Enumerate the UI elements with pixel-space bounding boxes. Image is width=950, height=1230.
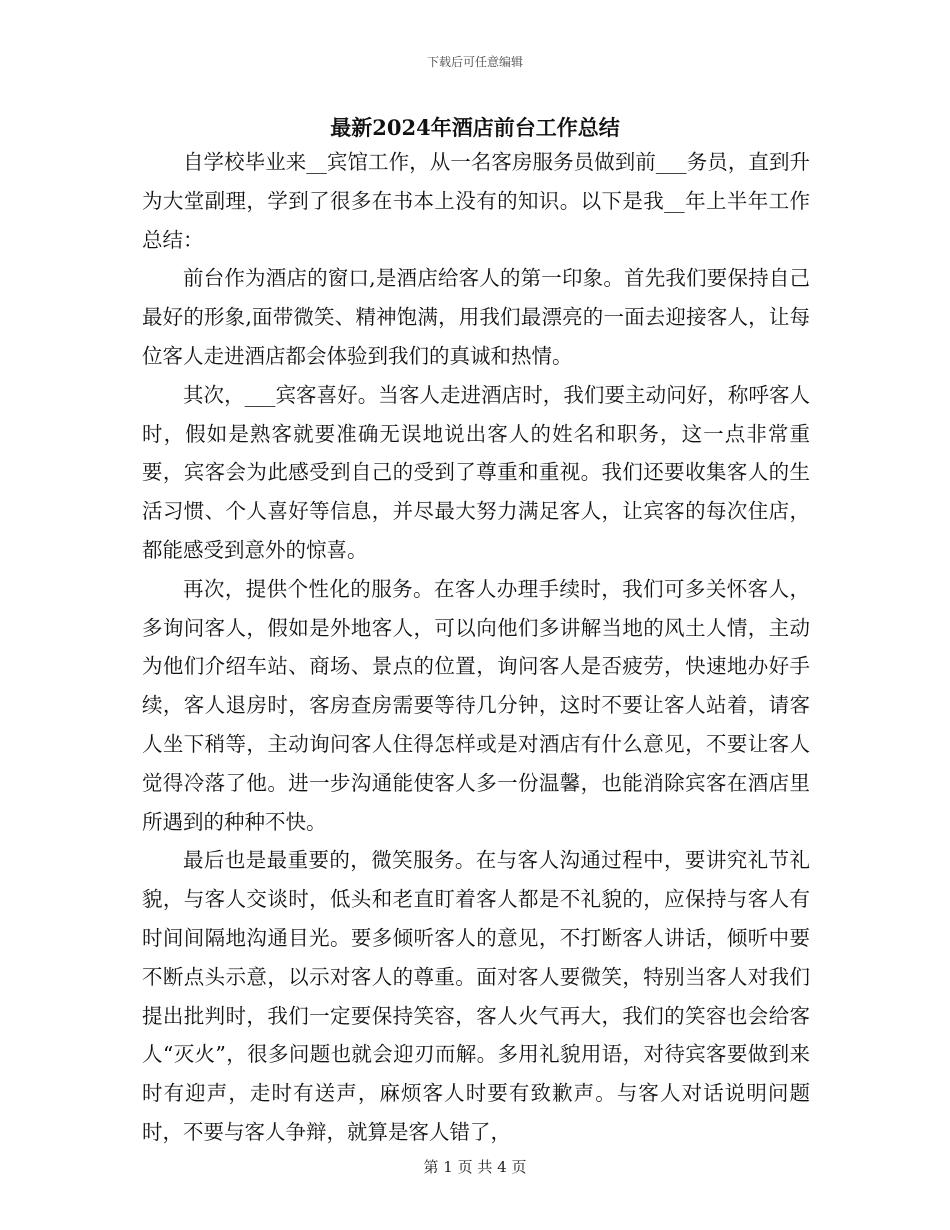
document-title: 最新2024年酒店前台工作总结 [330, 115, 620, 140]
paragraph-guest-preferences: 其次，___宾客喜好。当客人走进酒店时，我们要主动问好，称呼客人时，假如是熟客就要准确无误地说出客人的姓名和职务，这一点非常重要，宾客会为此感受到自己的受到了尊重和重视。我们还要收集客人的生活习惯、个人喜好等信息，并尽最大努力满足客人，让宾客的每次住店，都能感受到意外的惊喜。 [142, 382, 810, 562]
paragraph-front-desk-image: 前台作为酒店的窗口,是酒店给客人的第一印象。首先我们要保持自己最好的形象,面带微笑、精神饱满，用我们最漂亮的一面去迎接客人，让每位客人走进酒店都会体验到我们的真诚和热情。 [142, 266, 810, 368]
document-body [142, 143, 810, 1152]
paragraph-smile-service: 最后也是最重要的，微笑服务。在与客人沟通过程中，要讲究礼节礼貌，与客人交谈时，低头和老直盯着客人都是不礼貌的，应保持与客人有时间间隔地沟通目光。要多倾听客人的意见，不打断客人讲话，倾听中要不断点头示意，以示对客人的尊重。面对客人要微笑，特别当客人对我们提出批判时，我们一定要保持笑容，客人火气再大，我们的笑容也会给客人“灭火”，很多问题也就会迎刃而解。多用礼貌用语，对待宾客要做到来时有迎声，走时有送声，麻烦客人时要有致歉声。与客人对话说明问题时，不要与客人争辩，就算是客人错了， [142, 848, 810, 1144]
header-note: 下载后可任意编辑 [426, 55, 523, 69]
paragraph-intro: 自学校毕业来__宾馆工作，从一名客房服务员做到前___务员，直到升为大堂副理，学到了很多在书本上没有的知识。以下是我__年上半年工作总结： [142, 150, 810, 252]
paragraph-personalized-service: 再次，提供个性化的服务。在客人办理手续时，我们可多关怀客人，多询问客人，假如是外地客人，可以向他们多讲解当地的风土人情，主动为他们介绍车站、商场、景点的位置，询问客人是否疲劳，快速地办好手续，客人退房时，客房查房需要等待几分钟，这时不要让客人站着，请客人坐下稍等，主动询问客人住得怎样或是对酒店有什么意见，不要让客人觉得冷落了他。进一步沟通能使客人多一份温馨，也能消除宾客在酒店里所遇到的种种不快。 [142, 576, 810, 834]
page-number: 第 1 页 共 4 页 [423, 1158, 527, 1176]
